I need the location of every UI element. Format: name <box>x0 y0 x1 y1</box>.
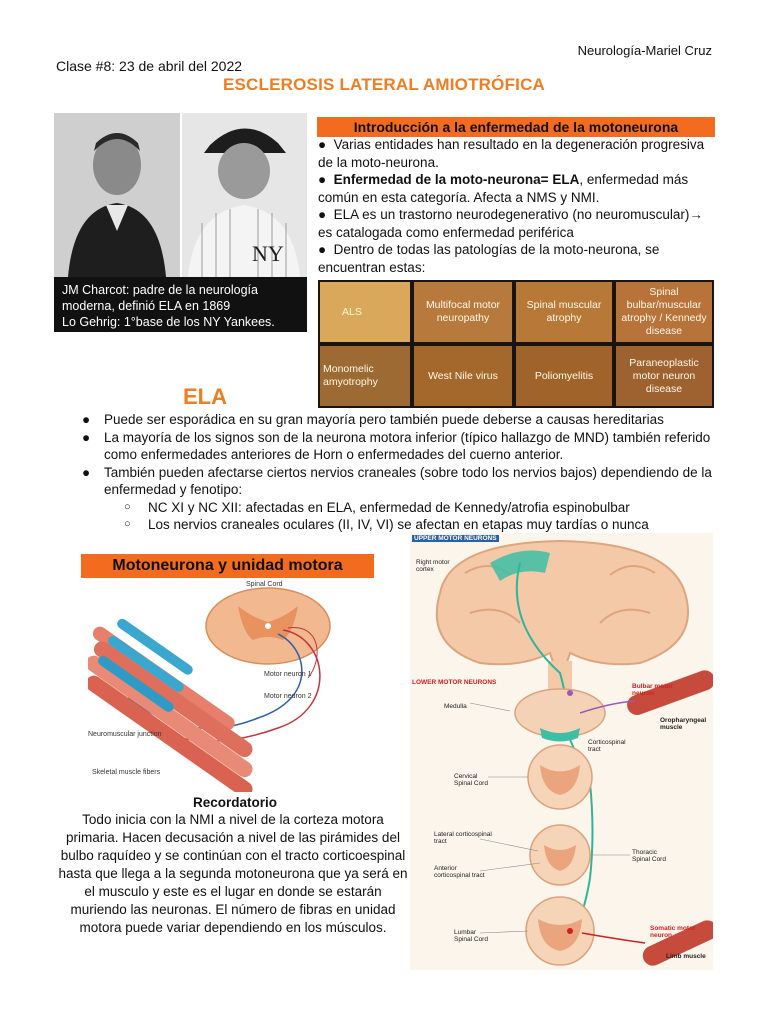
ela-bullet: ● La mayoría de los signos son de la neurona motora inferior (típico hallazgo de MND) también referido como enfermedades anteriores de Horn o enfermedades del cuerno anterior. <box>82 429 711 462</box>
label-neuromuscular-junction: Neuromuscular junction <box>88 731 162 738</box>
recordatorio-title: Recordatorio <box>192 795 277 810</box>
ela-sub-bullet: ○ Los nervios craneales oculares (II, IV, VI) se afectan en etapas muy tardías o nunca <box>124 517 649 532</box>
label-lower-motor: LOWER MOTOR NEURONS <box>412 679 497 686</box>
caption-line: moderna, definió ELA en 1869 <box>62 299 231 313</box>
label-upper-motor: UPPER MOTOR NEURONS <box>414 535 497 542</box>
intro-bullet: ● Dentro de todas las patologías de la moto-neurona, se encuentran estas: <box>318 242 660 275</box>
label-lateral-cst: Lateral corticospinal tract <box>434 831 492 845</box>
grid-cell: Spinal muscular atrophy <box>516 282 612 342</box>
grid-cell: Spinal bulbar/muscular atrophy / Kennedy disease <box>616 282 712 342</box>
caption-line: JM Charcot: padre de la neurología <box>62 283 258 297</box>
ela-heading: ELA <box>183 384 227 409</box>
motor-unit-heading: Motoneurona y unidad motora <box>81 554 374 578</box>
label-bulbar: Bulbar motor neuron <box>632 683 673 697</box>
intro-bullet: ● Varias entidades han resultado en la degeneración progresiva de la moto-neurona. <box>318 137 705 170</box>
gehrig-photo <box>182 113 307 277</box>
photo-caption <box>54 277 307 332</box>
label-cst: Corticospinal tract <box>588 739 626 753</box>
ny-logo: NY <box>252 241 284 266</box>
label-thoracic: Thoracic Spinal Cord <box>632 849 666 863</box>
recordatorio-text: Todo inicia con la NMI a nivel de la corteza motora primaria. Hacen decusación a nivel de las pirámides del bulbo raquídeo y se continúan con el tracto corticoespinal hasta que llega a la segunda motoneurona que ya será en el musculo y este es el lugar en donde se estarán muriendo las neuronas. El número de fibras en unidad motora puede variar dependiendo en los músculos. <box>58 812 408 935</box>
label-medulla: Medulla <box>444 703 467 710</box>
grid-cell: ALS <box>320 282 410 342</box>
motor-unit-diagram <box>88 578 388 792</box>
ela-list <box>82 411 722 534</box>
grid-cell: Paraneoplastic motor neuron disease <box>616 346 712 406</box>
label-cervical: Cervical Spinal Cord <box>454 773 488 787</box>
intro-bullet: ● ELA es un trastorno neurodegenerativo (no neuromuscular)→ es catalogada como enfermedad periférica <box>318 207 703 240</box>
disease-grid <box>318 280 714 408</box>
ela-sub-bullet: ○ NC XI y NC XII: afectadas en ELA, enfermedad de Kennedy/atrofia espinobulbar <box>124 499 630 515</box>
grid-cell: Poliomyelitis <box>516 346 612 406</box>
label-limb-muscle: Limb muscle <box>666 953 706 960</box>
ela-bullet: ● También pueden afectarse ciertos nervios craneales (sobre todo los nervios bajos) dependiendo de la enfermedad y fenotipo: <box>82 464 712 497</box>
charcot-photo <box>54 113 180 277</box>
grid-cell: Multifocal motor neuropathy <box>414 282 512 342</box>
page-title: ESCLEROSIS LATERAL AMIOTRÓFICA <box>222 75 546 94</box>
label-lumbar: Lumbar Spinal Cord <box>454 929 488 943</box>
intro-heading: Introducción a la enfermedad de la motoneurona <box>317 117 715 137</box>
label-motor-neuron-2: Motor neuron 2 <box>264 693 312 700</box>
ela-bullet: ● Puede ser esporádica en su gran mayoría pero también puede deberse a causas hereditarias <box>82 412 664 427</box>
intro-list <box>318 136 716 276</box>
label-right-cortex: Right motor cortex <box>416 559 450 573</box>
caption-line: Lo Gehrig: 1°base de los NY Yankees. <box>62 315 275 329</box>
author-label: Neurología-Mariel Cruz <box>577 43 712 58</box>
label-motor-neuron-1: Motor neuron 1 <box>264 671 312 678</box>
motor-pathway-illustration <box>410 533 713 970</box>
label-skeletal-muscle: Skeletal muscle fibers <box>92 769 161 776</box>
grid-cell: Monomelic amyotrophy <box>320 346 410 406</box>
label-spinal-cord: Spinal Cord <box>246 581 283 588</box>
grid-cell: West Nile virus <box>414 346 512 406</box>
label-somatic: Somatic motor neuron <box>650 925 696 939</box>
intro-bullet: ● Enfermedad de la moto-neurona= ELA, enfermedad más común en esta categoría. Afecta a NMS y NMI. <box>318 172 689 205</box>
label-anterior-cst: Anterior corticospinal tract <box>434 865 485 879</box>
class-date: Clase #8: 23 de abril del 2022 <box>56 58 243 74</box>
label-oropharyngeal: Oropharyngeal muscle <box>660 717 707 731</box>
